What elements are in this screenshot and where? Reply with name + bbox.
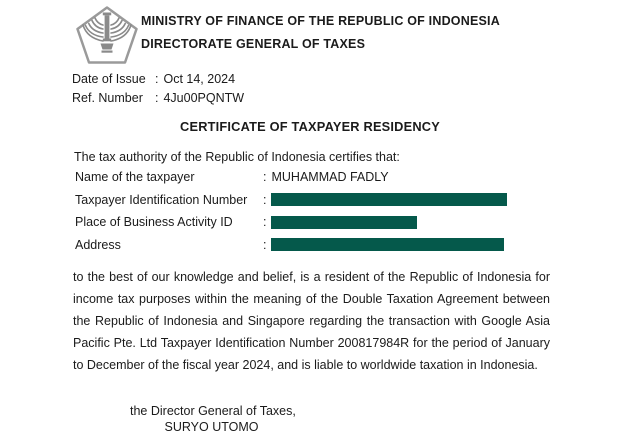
date-of-issue-value: Oct 14, 2024 bbox=[163, 72, 236, 86]
field-row-address bbox=[75, 238, 507, 252]
field-label: Place of Business Activity ID bbox=[75, 215, 233, 229]
redaction-bar bbox=[271, 193, 507, 206]
taxpayer-name-value: MUHAMMAD FADLY bbox=[271, 170, 389, 184]
taxpayer-fields bbox=[75, 170, 507, 260]
separator: : bbox=[263, 170, 267, 184]
certification-intro: The tax authority of the Republic of Indonesia certifies that: bbox=[74, 150, 400, 164]
field-row-place-of-business bbox=[75, 215, 507, 229]
ministry-of-finance-emblem-icon bbox=[76, 6, 138, 64]
certification-statement: to the best of our knowledge and belief, is a resident of the Republic of Indonesia for income tax purposes within the meaning of the Double Taxation Agreement between the Republic of Indonesia and Singapore regarding the transaction with Google Asia Pacific Pte. Ltd Taxpayer Identification Number 200817984R for the period of January to December of the fiscal year 2024, and is liable to worldwide taxation in Indonesia. bbox=[73, 270, 550, 372]
field-label: Taxpayer Identification Number bbox=[75, 192, 248, 207]
ref-number-label: Ref. Number bbox=[72, 91, 143, 105]
field-label: Name of the taxpayer bbox=[75, 170, 195, 184]
field-label: Address bbox=[75, 237, 121, 252]
signatory-title: the Director General of Taxes, bbox=[130, 404, 296, 418]
signatory-name: SURYO UTOMO bbox=[164, 420, 259, 434]
field-row-tin bbox=[75, 193, 507, 207]
date-of-issue-row bbox=[72, 70, 244, 89]
separator: : bbox=[263, 215, 267, 229]
document-meta bbox=[72, 70, 244, 108]
redaction-bar bbox=[271, 238, 504, 251]
redaction-bar bbox=[271, 216, 417, 229]
separator: : bbox=[263, 192, 267, 207]
separator: : bbox=[263, 237, 267, 252]
separator: : bbox=[155, 72, 159, 86]
document-title: CERTIFICATE OF TAXPAYER RESIDENCY bbox=[180, 119, 440, 134]
issuing-authority bbox=[141, 10, 500, 56]
signature-block bbox=[130, 403, 296, 435]
date-of-issue-label: Date of Issue bbox=[72, 72, 146, 86]
ref-number-value: 4Ju00PQNTW bbox=[163, 91, 245, 105]
field-row-name bbox=[75, 170, 507, 184]
ministry-name: MINISTRY OF FINANCE OF THE REPUBLIC OF INDONESIA bbox=[141, 14, 500, 28]
ref-number-row bbox=[72, 89, 244, 108]
directorate-name: DIRECTORATE GENERAL OF TAXES bbox=[141, 37, 366, 51]
separator: : bbox=[155, 91, 159, 105]
